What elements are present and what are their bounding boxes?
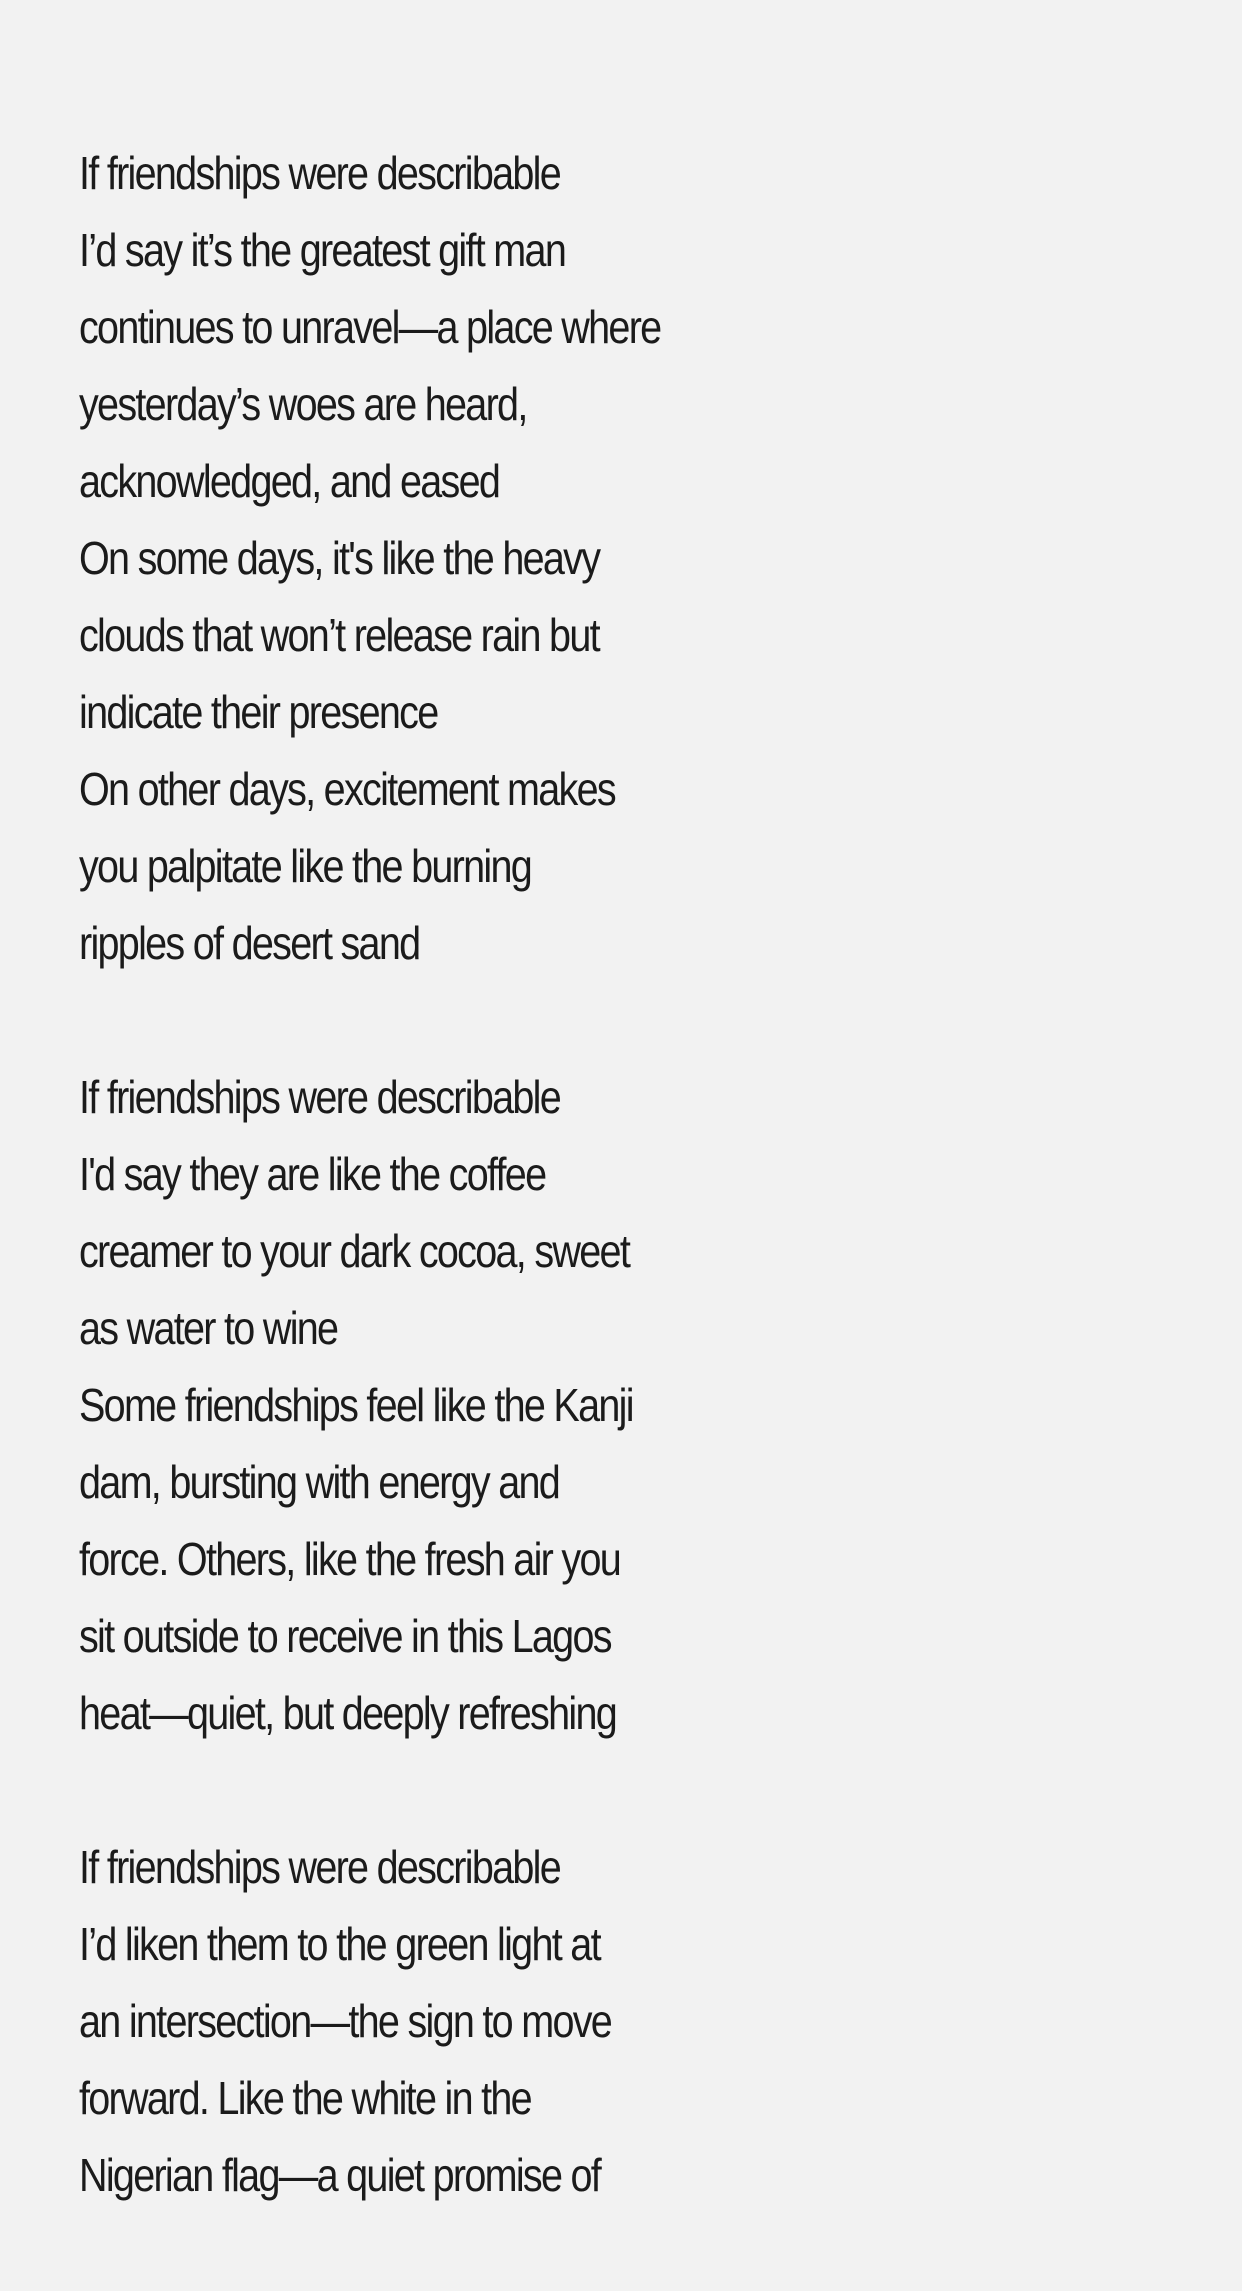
poem-line: I'd say they are like the coffee — [79, 1148, 546, 1200]
poem-line: an intersection—the sign to move — [79, 1995, 612, 2047]
poem-text — [79, 135, 1025, 2291]
poem-line: indicate their presence — [79, 686, 438, 738]
poem-line: yesterday’s woes are heard, — [79, 378, 527, 430]
poem-line: I’d say it’s the greatest gift man — [79, 224, 566, 276]
poem-line: creamer to your dark cocoa, sweet — [79, 1225, 630, 1277]
poem-line: force. Others, like the fresh air you — [79, 1533, 621, 1585]
poem-line: Nigerian flag—a quiet promise of — [79, 2149, 601, 2201]
stanza-3 — [79, 1829, 1025, 2214]
poem-line: continues to unravel—a place where — [79, 301, 661, 353]
poem-line: If friendships were describable — [79, 1841, 561, 1893]
poem-line: On some days, it's like the heavy — [79, 532, 600, 584]
poem-line: Some friendships feel like the Kanji — [79, 1379, 633, 1431]
poem-line: If friendships were describable — [79, 1071, 561, 1123]
poem-line: as water to wine — [79, 1302, 338, 1354]
poem-line: On other days, excitement makes — [79, 763, 615, 815]
poem-line: acknowledged, and eased — [79, 455, 500, 507]
poem-line: you palpitate like the burning — [79, 840, 532, 892]
poem-line: heat—quiet, but deeply refreshing — [79, 1687, 617, 1739]
poem-line: dam, bursting with energy and — [79, 1456, 560, 1508]
poem-line: forward. Like the white in the — [79, 2072, 531, 2124]
poem-line: clouds that won’t release rain but — [79, 609, 599, 661]
stanza-2 — [79, 1059, 1025, 1752]
poem-line: sit outside to receive in this Lagos — [79, 1610, 611, 1662]
poem-line: ripples of desert sand — [79, 917, 420, 969]
stanza-1 — [79, 135, 1025, 982]
poem-line: If friendships were describable — [79, 147, 561, 199]
poem-line: I’d liken them to the green light at — [79, 1918, 600, 1970]
